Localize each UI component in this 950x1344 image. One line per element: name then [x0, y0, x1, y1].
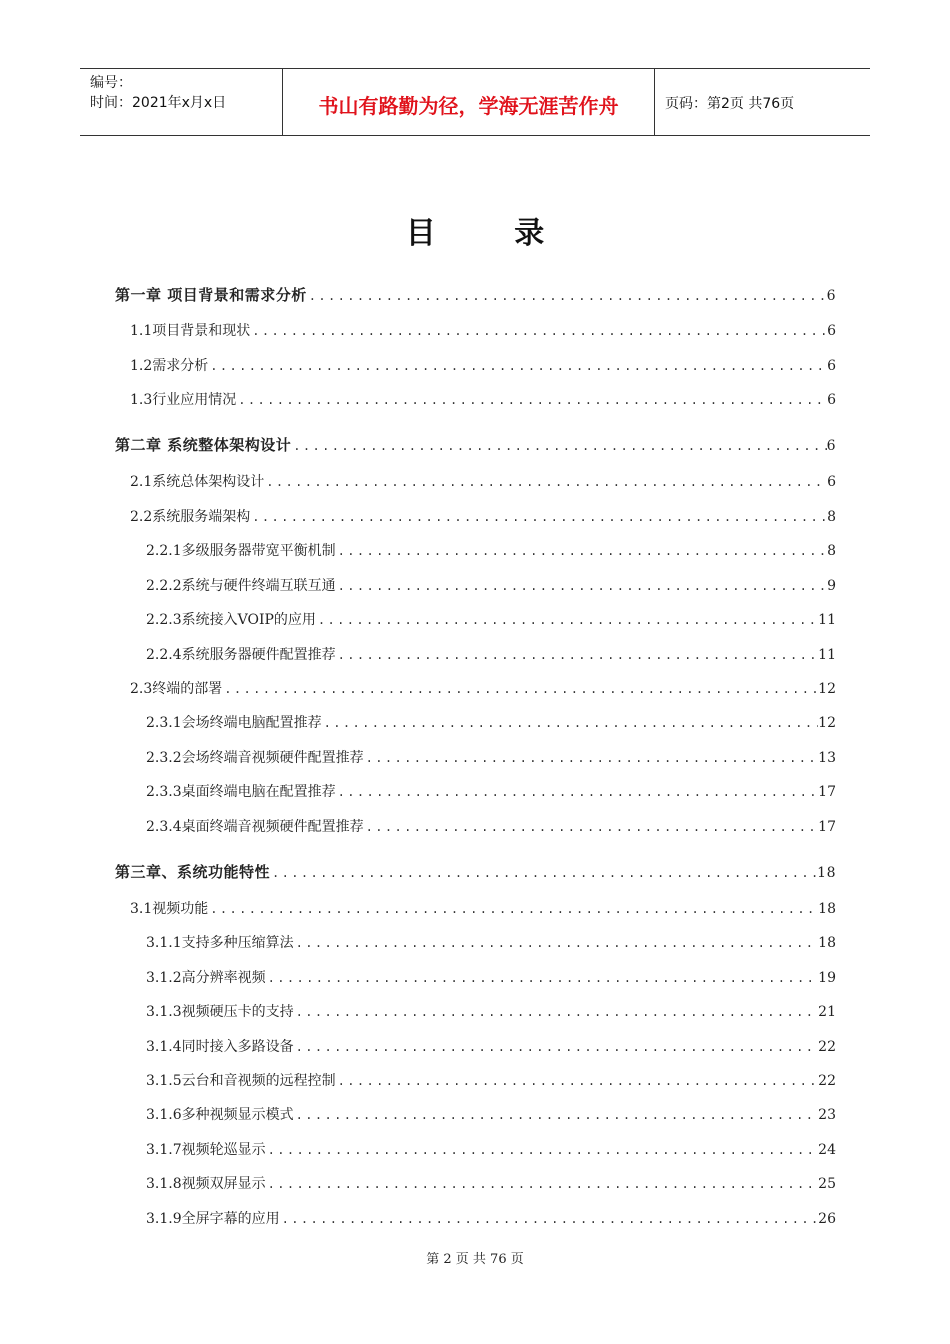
toc-dot-leader [270, 866, 817, 880]
toc-entry-title: 2.2.2系统与硬件终端互联互通 [146, 578, 336, 594]
toc-section-entry[interactable] [146, 644, 836, 664]
toc-page-number: 6 [827, 323, 836, 339]
toc-page-number: 6 [827, 392, 836, 408]
toc-page-number: 26 [818, 1211, 836, 1227]
toc-page-number: 13 [818, 750, 836, 766]
header-meta [80, 69, 283, 135]
toc-section-entry[interactable] [146, 1001, 836, 1021]
toc-entry-title: 2.2.1多级服务器带宽平衡机制 [146, 543, 336, 559]
toc-section-entry[interactable] [146, 1036, 836, 1056]
toc-section-entry[interactable] [146, 540, 836, 560]
toc-entry-title: 2.1系统总体架构设计 [130, 474, 265, 490]
toc-entry-title: 1.2需求分析 [130, 358, 209, 374]
code-label: 编号： [90, 75, 132, 91]
toc-chapter-entry[interactable] [115, 861, 836, 882]
toc-dot-leader [264, 475, 827, 489]
toc-dot-leader [294, 936, 819, 950]
toc-dot-leader [336, 544, 827, 558]
toc-section-entry[interactable] [146, 609, 836, 629]
toc-dot-leader [322, 716, 819, 730]
toc-dot-leader [208, 902, 818, 916]
toc-entry-title: 3.1.2高分辨率视频 [146, 970, 266, 986]
toc-entry-title: 3.1.3视频硬压卡的支持 [146, 1004, 294, 1020]
toc-page-number: 6 [826, 438, 836, 454]
toc-entry-title: 3.1.6多种视频显示模式 [146, 1107, 294, 1123]
toc-page-number: 6 [827, 358, 836, 374]
page-footer: 第 2 页 共 76 页 [426, 1252, 524, 1267]
toc-page-number: 24 [818, 1142, 836, 1158]
toc-section-entry[interactable] [130, 389, 836, 409]
toc-page-number: 12 [818, 681, 836, 697]
toc-page-number: 25 [818, 1176, 836, 1192]
header-page-info: 页码：第2页 共76页 [665, 96, 795, 112]
toc-entry-title: 3.1.1支持多种压缩算法 [146, 935, 294, 951]
toc-section-entry[interactable] [130, 471, 836, 491]
toc-page-number: 22 [818, 1073, 836, 1089]
toc-page-number: 12 [818, 715, 836, 731]
toc-section-entry[interactable] [130, 355, 836, 375]
toc-section-entry[interactable] [146, 1104, 836, 1124]
toc-page-number: 11 [818, 647, 836, 663]
header-motto: 书山有路勤为径，学海无涯苦作舟 [283, 69, 655, 135]
toc-dot-leader [294, 1108, 819, 1122]
toc-page-number: 17 [818, 784, 836, 800]
toc-section-entry[interactable] [146, 967, 836, 987]
toc-section-entry[interactable] [130, 898, 836, 918]
toc-page-number: 6 [826, 288, 836, 304]
toc-section-entry[interactable] [146, 1173, 836, 1193]
toc-dot-leader [336, 785, 819, 799]
toc-dot-leader [294, 1005, 819, 1019]
toc-chapter-entry[interactable] [115, 284, 836, 305]
toc-page-number: 8 [827, 509, 836, 525]
toc-section-entry[interactable] [146, 781, 836, 801]
toc-entry-title: 2.2系统服务端架构 [130, 509, 251, 525]
toc-entry-title: 第一章 项目背景和需求分析 [115, 286, 307, 304]
toc-entry-title: 3.1视频功能 [130, 901, 209, 917]
toc-section-entry[interactable] [146, 712, 836, 732]
toc-dot-leader [250, 324, 827, 338]
toc-page-number: 22 [818, 1039, 836, 1055]
toc-entry-title: 2.3.2会场终端音视频硬件配置推荐 [146, 750, 364, 766]
toc-entry-title: 2.3.4桌面终端音视频硬件配置推荐 [146, 819, 364, 835]
toc-dot-leader [266, 971, 819, 985]
toc-entry-title: 2.3.1会场终端电脑配置推荐 [146, 715, 322, 731]
toc-dot-leader [222, 682, 818, 696]
toc-section-entry[interactable] [130, 506, 836, 526]
toc-dot-leader [364, 820, 819, 834]
toc-dot-leader [294, 1040, 819, 1054]
toc-page-number: 9 [827, 578, 836, 594]
toc-entry-title: 2.3终端的部署 [130, 681, 223, 697]
toc-dot-leader [336, 648, 819, 662]
time-label: 时间：2021年x月x日 [90, 95, 227, 111]
toc-entry-title: 1.3行业应用情况 [130, 392, 237, 408]
toc-page-number: 23 [818, 1107, 836, 1123]
toc-entry-title: 3.1.4同时接入多路设备 [146, 1039, 294, 1055]
toc-entry-title: 3.1.7视频轮巡显示 [146, 1142, 266, 1158]
toc-entry-title: 3.1.8视频双屏显示 [146, 1176, 266, 1192]
toc-entry-title: 2.3.3桌面终端电脑在配置推荐 [146, 784, 336, 800]
toc-dot-leader [236, 393, 827, 407]
toc-page-number: 18 [817, 865, 836, 881]
toc-entry-title: 2.2.3系统接入VOIP的应用 [146, 612, 316, 628]
toc-dot-leader [266, 1143, 819, 1157]
toc-dot-leader [307, 289, 827, 303]
toc-page-number: 11 [818, 612, 836, 628]
page-header [80, 68, 870, 136]
toc-entry-title: 3.1.9全屏字幕的应用 [146, 1211, 280, 1227]
toc-entry-title: 2.2.4系统服务器硬件配置推荐 [146, 647, 336, 663]
toc-title: 目 录 [405, 216, 579, 251]
toc-dot-leader [250, 510, 827, 524]
toc-section-entry[interactable] [146, 1139, 836, 1159]
toc-page-number: 8 [827, 543, 836, 559]
toc-section-entry[interactable] [130, 320, 836, 340]
toc-section-entry[interactable] [130, 678, 836, 698]
toc-dot-leader [266, 1177, 819, 1191]
toc-entry-title: 第二章 系统整体架构设计 [115, 436, 292, 454]
toc-chapter-entry[interactable] [115, 434, 836, 455]
toc-page-number: 18 [818, 935, 836, 951]
toc-section-entry[interactable] [146, 1208, 836, 1228]
toc-entry-title: 第三章、系统功能特性 [115, 863, 271, 881]
toc-section-entry[interactable] [146, 575, 836, 595]
toc-page-number: 18 [818, 901, 836, 917]
toc-entry-title: 1.1项目背景和现状 [130, 323, 251, 339]
toc-dot-leader [208, 359, 827, 373]
toc-dot-leader [336, 579, 827, 593]
toc-section-entry[interactable] [146, 747, 836, 767]
toc-dot-leader [364, 751, 819, 765]
toc-page-number: 6 [827, 474, 836, 490]
toc-dot-leader [336, 1074, 819, 1088]
toc-page-number: 19 [818, 970, 836, 986]
toc-section-entry[interactable] [146, 1070, 836, 1090]
toc-page-number: 21 [818, 1004, 836, 1020]
toc-entry-title: 3.1.5云台和音视频的远程控制 [146, 1073, 336, 1089]
toc-section-entry[interactable] [146, 932, 836, 952]
toc-dot-leader [316, 613, 818, 627]
toc-section-entry[interactable] [146, 816, 836, 836]
toc-dot-leader [291, 439, 826, 453]
toc-page-number: 17 [818, 819, 836, 835]
toc-dot-leader [280, 1212, 819, 1226]
